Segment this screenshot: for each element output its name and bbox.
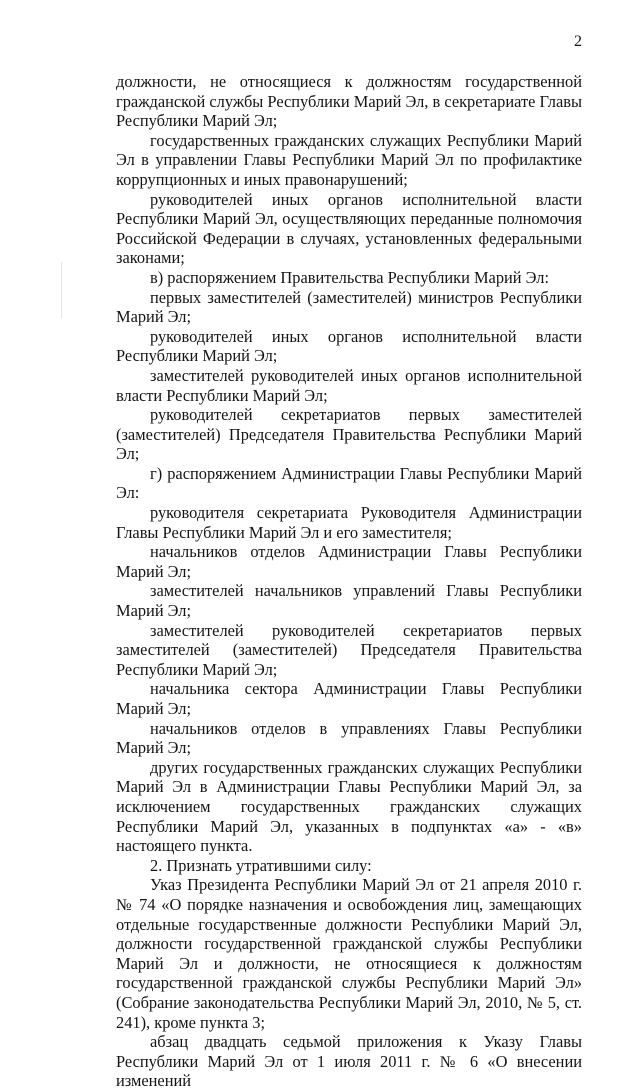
paragraph: заместителей руководителей иных органов исполнительной власти Республики Марий Эл; <box>116 365 582 405</box>
paragraph: заместителей руководителей секретариатов первых заместителей (заместителей) Председателя Правительства Республики Марий Эл; <box>116 620 582 679</box>
paragraph: заместителей начальников управлений Главы Республики Марий Эл; <box>116 581 582 621</box>
paragraph: руководителей секретариатов первых заместителей (заместителей) Председателя Правительства Республики Марий Эл; <box>116 405 582 464</box>
paragraph: начальников отделов в управлениях Главы Республики Марий Эл; <box>116 718 582 758</box>
paragraph: абзац двадцать седьмой приложения к Указу Главы Республики Марий Эл от 1 июля 2011 г. № 6 «О внесении изменений <box>116 1032 582 1091</box>
paragraph: Указ Президента Республики Марий Эл от 21 апреля 2010 г. № 74 «О порядке назначения и освобождения лиц, замещающих отдельные государственные должности Республики Марий Эл, должности государственной гражданской службы Республики Марий Эл и должности, не относящиеся к должностям государственной гражданской службы Республики Марий Эл» (Собрание законодательства Республики Марий Эл, 2010, № 5, ст. 241), кроме пункта 3; <box>116 875 582 1032</box>
paragraph: первых заместителей (заместителей) министров Республики Марий Эл; <box>116 287 582 327</box>
scan-margin-mark <box>61 262 62 318</box>
paragraph: должности, не относящиеся к должностям государственной гражданской службы Республики Марий Эл, в секретариате Главы Республики Марий Эл; <box>116 72 582 131</box>
paragraph: руководителей иных органов исполнительной власти Республики Марий Эл; <box>116 326 582 366</box>
document-body <box>116 72 582 1091</box>
paragraph: 2. Признать утратившими силу: <box>150 855 372 875</box>
paragraph: в) распоряжением Правительства Республики Марий Эл: <box>150 267 550 287</box>
paragraph: других государственных гражданских служащих Республики Марий Эл в Администрации Главы Республики Марий Эл, за исключением государственных гражданских служащих Республики Марий Эл, указанных в подпунктах «а» - «в» настоящего пункта. <box>116 757 582 856</box>
paragraph: начальников отделов Администрации Главы Республики Марий Эл; <box>116 542 582 581</box>
paragraph: руководителей иных органов исполнительной власти Республики Марий Эл, осуществляющих переданные полномочия Российской Федерации в случаях, установленных федеральными законами; <box>116 189 582 268</box>
page-number: 2 <box>574 33 582 50</box>
paragraph: г) распоряжением Администрации Главы Республики Марий Эл: <box>116 463 582 503</box>
paragraph: руководителя секретариата Руководителя Администрации Главы Республики Марий Эл и его заместителя; <box>116 503 582 542</box>
paragraph: начальника сектора Администрации Главы Республики Марий Эл; <box>116 679 582 718</box>
paragraph: государственных гражданских служащих Республики Марий Эл в управлении Главы Республики Марий Эл по профилактике коррупционных и иных правонарушений; <box>116 130 582 189</box>
